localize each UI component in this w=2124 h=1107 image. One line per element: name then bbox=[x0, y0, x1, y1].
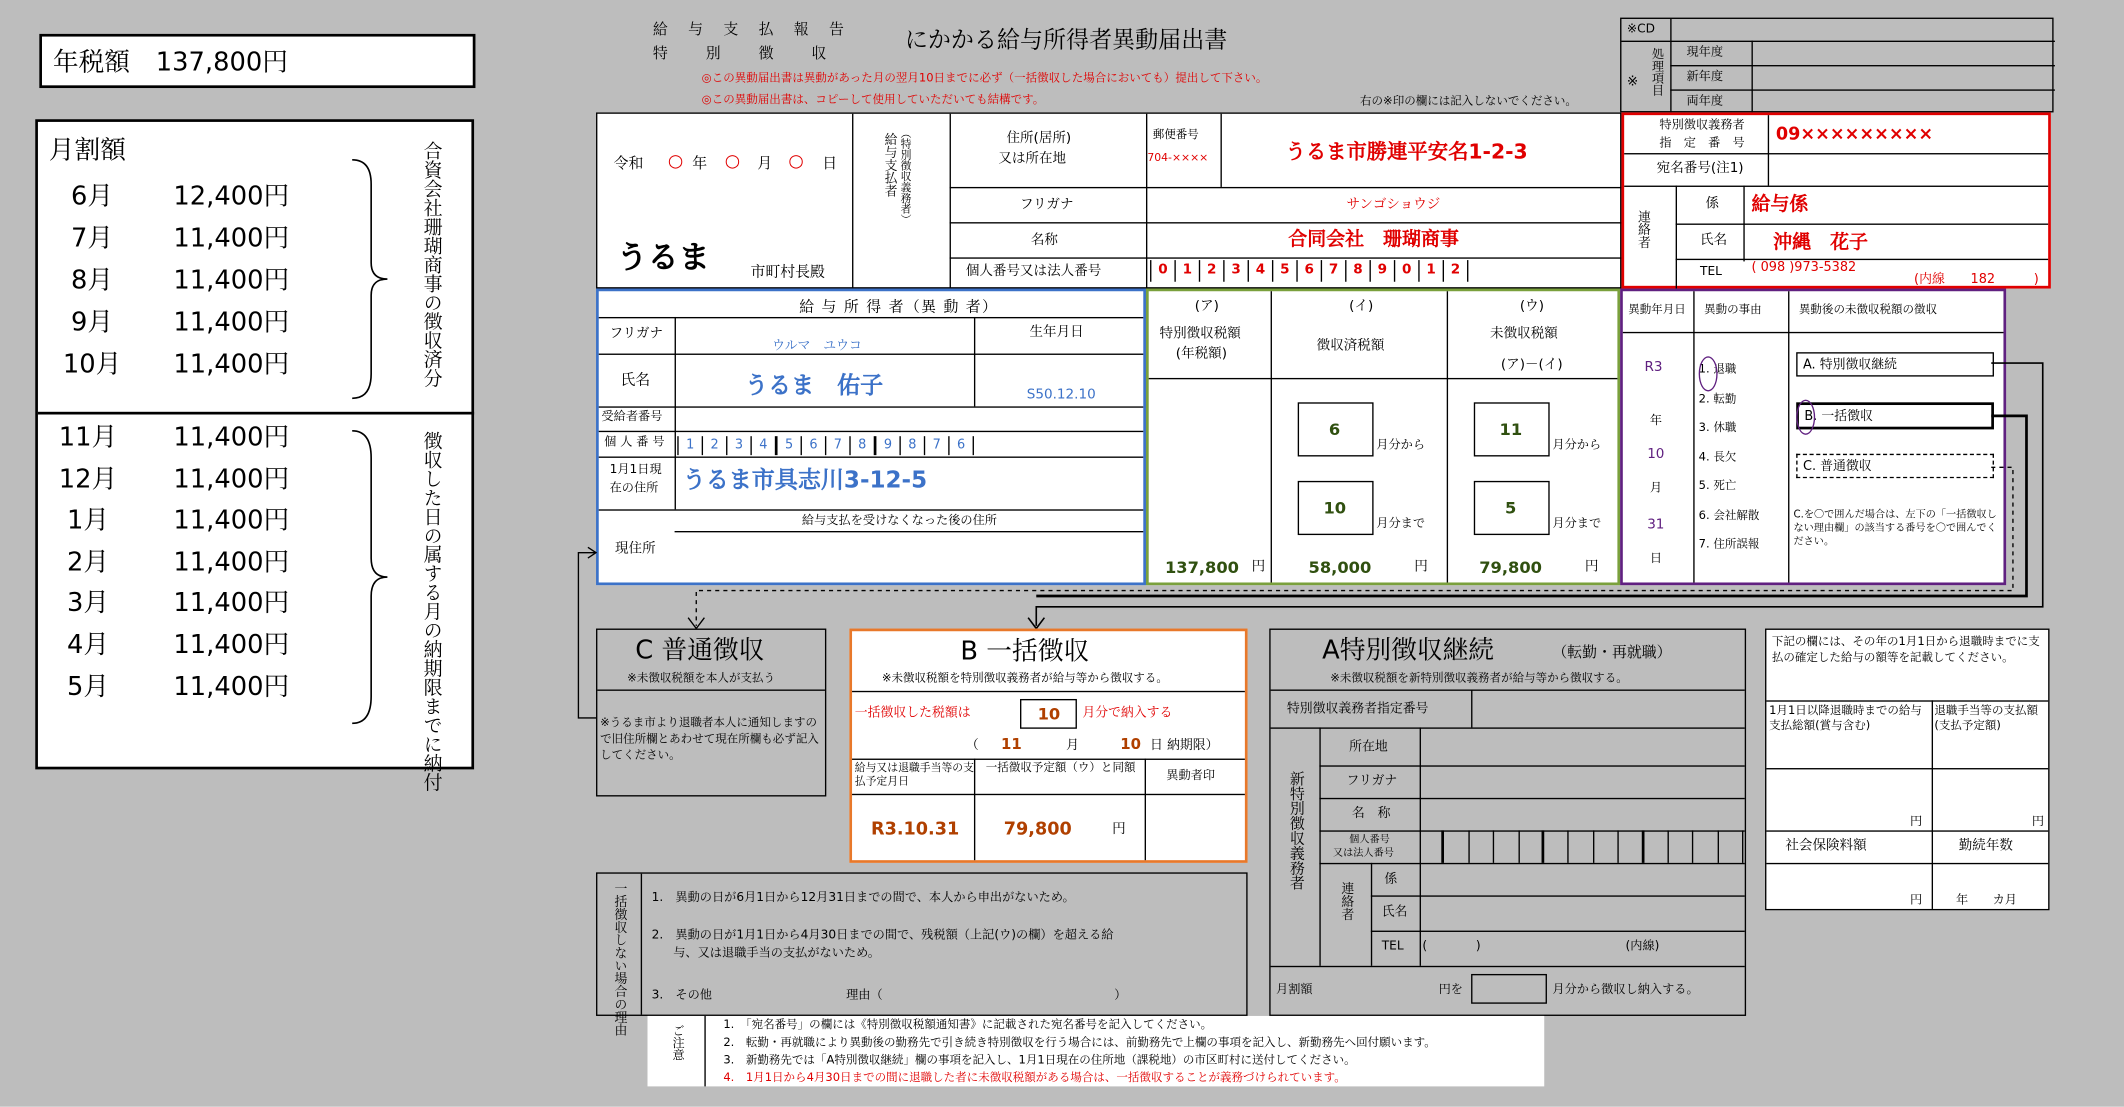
corp-digit: 6 bbox=[1298, 260, 1322, 282]
month-amount: 11,400円 bbox=[173, 505, 290, 536]
change-reason: 7. 住所誤報 bbox=[1698, 537, 1760, 552]
tax-a-value: 137,800 bbox=[1164, 558, 1239, 578]
office-year-1: 現年度 bbox=[1686, 46, 1724, 60]
tax-i-value: 58,000 bbox=[1308, 558, 1372, 578]
section-b-month-box bbox=[1020, 699, 1077, 729]
change-reason: 4. 長欠 bbox=[1698, 450, 1737, 464]
corp-digit: 1 bbox=[1420, 260, 1444, 282]
current-label: 現住所 bbox=[614, 541, 656, 557]
corp-digit: 0 bbox=[1395, 260, 1419, 282]
monthly-title: 月割額 bbox=[48, 135, 126, 166]
right-yen-1: 円 bbox=[1909, 815, 1923, 830]
section-a-addr: 所在地 bbox=[1349, 739, 1388, 755]
right-col1: 1月1日以降退職時までの給与支払総額(賞与含む) bbox=[1769, 704, 1922, 733]
number-cell bbox=[1494, 830, 1519, 863]
annual-tax: 年税額 137,800円 bbox=[52, 47, 288, 78]
month-amount: 11,400円 bbox=[173, 546, 290, 577]
section-b bbox=[849, 629, 1247, 863]
reasons-side: 一括徴収しない場合の理由 bbox=[611, 881, 627, 1037]
name-label: 氏名 bbox=[620, 371, 651, 389]
tax-u-yen: 円 bbox=[1584, 559, 1599, 575]
number-cell bbox=[1594, 830, 1619, 863]
section-b-deadline-month: 11 bbox=[1001, 735, 1022, 754]
section-a-designate: 特別徴収義務者指定番号 bbox=[1286, 701, 1429, 717]
month-amount: 11,400円 bbox=[173, 307, 290, 338]
person-value: 沖縄 花子 bbox=[1773, 231, 1868, 254]
dept-label: 係 bbox=[1705, 196, 1719, 212]
section-a-person: 氏名 bbox=[1381, 904, 1408, 920]
tax-u-to: 5 bbox=[1504, 498, 1517, 518]
number-cell bbox=[1694, 830, 1719, 863]
change-reason: 2. 転勤 bbox=[1698, 392, 1737, 406]
note-line-2: 2. 転勤・再就職により異動後の勤務先で引き続き特別徴収を行う場合には、前勤務先で上欄の事項を記入し、新勤務先へ回付願います。 bbox=[723, 1036, 1436, 1050]
section-c bbox=[596, 629, 826, 797]
postal-value: 704-×××× bbox=[1147, 151, 1209, 164]
payer-name: 合同会社 珊瑚商事 bbox=[1288, 228, 1459, 251]
postal-label: 郵便番号 bbox=[1152, 128, 1199, 143]
tax-i-to-unit: 月分まで bbox=[1376, 517, 1426, 532]
corp-digit: 3 bbox=[1225, 260, 1249, 282]
corp-num-label: 個人番号又は法人番号 bbox=[965, 264, 1102, 280]
change-date-head: 異動年月日 bbox=[1628, 303, 1686, 317]
section-a-name: 名 称 bbox=[1351, 805, 1391, 821]
month-amount: 11,400円 bbox=[173, 265, 290, 296]
section-b-title: B 一括徴収 bbox=[960, 636, 1090, 667]
right-yen-2: 円 bbox=[2031, 815, 2045, 830]
note-3: 右の※印の欄には記入しないでください。 bbox=[1360, 94, 1577, 109]
tax-i-yen: 円 bbox=[1414, 559, 1428, 575]
tax-i-from-unit: 月分から bbox=[1376, 438, 1426, 453]
right-service: 勤続年数 bbox=[1958, 838, 2013, 854]
section-b-line1-post: 月分で納入する bbox=[1082, 705, 1173, 721]
month-label: 3月 bbox=[66, 588, 110, 619]
section-b-paydate-label: 給与又は退職手当等の支払予定月日 bbox=[854, 761, 974, 788]
mynumber-digit: 3 bbox=[727, 436, 751, 455]
mynumber-digit: 8 bbox=[851, 436, 877, 455]
section-a-contact: 連絡者 bbox=[1338, 881, 1354, 921]
section-b-stamp-label: 異動者印 bbox=[1166, 769, 1216, 783]
mayor: 市町村長殿 bbox=[750, 262, 825, 281]
corp-digit: 2 bbox=[1200, 260, 1224, 282]
month-amount: 11,400円 bbox=[173, 464, 290, 494]
mynumber-digit: 7 bbox=[925, 436, 949, 455]
number-cell bbox=[1644, 830, 1669, 863]
section-a-sub: ※未徴収税額を新特別徴収義務者が給与等から徴収する。 bbox=[1330, 671, 1628, 686]
section-b-amount-label: 一括徴収予定額（ウ）と同額 bbox=[985, 761, 1136, 775]
mynumber-digit: 9 bbox=[876, 436, 900, 455]
date-day: ○ bbox=[788, 151, 804, 173]
right-box bbox=[1765, 629, 2049, 911]
person-label: 氏名 bbox=[1700, 232, 1728, 248]
change-era: R3 bbox=[1644, 360, 1663, 376]
note-2: ◎この異動届出書は、コピーして使用していただいても結構です。 bbox=[701, 93, 1045, 108]
change-reason: 1. 退職 bbox=[1698, 363, 1737, 377]
month-label: 11月 bbox=[58, 422, 118, 453]
employee-jan1-address: うるま市具志川3-12-5 bbox=[682, 467, 928, 495]
date-year: ○ bbox=[667, 151, 684, 173]
tax-i-from: 6 bbox=[1328, 419, 1341, 439]
notes-side: ご注意 bbox=[669, 1024, 684, 1061]
corp-digit: 1 bbox=[1176, 260, 1200, 282]
tel-label: TEL bbox=[1700, 265, 1722, 280]
ext-value: (内線 182 ) bbox=[1914, 272, 2039, 288]
form-title: にかかる給与所得者異動届出書 bbox=[904, 27, 1228, 55]
change-month-unit: 月 bbox=[1649, 482, 1663, 496]
section-b-line1-pre: 一括徴収した税額は bbox=[854, 705, 971, 721]
section-b-deadline-day: 10 bbox=[1120, 735, 1141, 754]
date-month: ○ bbox=[724, 151, 741, 173]
tax-a-sub: (年税額) bbox=[1175, 346, 1228, 362]
addr-label-1: 住所(居所) bbox=[1006, 131, 1072, 147]
corp-digit: 0 bbox=[1151, 260, 1175, 282]
tax-u-from-unit: 月分から bbox=[1552, 438, 1602, 453]
change-year-unit: 年 bbox=[1649, 414, 1663, 429]
month-label: 9月 bbox=[71, 307, 114, 338]
employee-birth: S50.12.10 bbox=[1026, 387, 1096, 403]
tax-a-title: 特別徴収税額 bbox=[1159, 326, 1241, 342]
section-a-monthly: 月割額 bbox=[1276, 983, 1313, 997]
section-a-title: A特別徴収継続 bbox=[1322, 635, 1495, 666]
mynumber-digit: 2 bbox=[703, 436, 727, 455]
corp-digit: 8 bbox=[1346, 260, 1370, 282]
tax-u-to-unit: 月分まで bbox=[1552, 517, 1602, 532]
section-b-month: 10 bbox=[1037, 704, 1061, 724]
section-a-side: 新特別徴収義務者 bbox=[1287, 770, 1306, 890]
number-cell bbox=[1569, 830, 1594, 863]
tax-i-title: 徴収済税額 bbox=[1316, 338, 1385, 354]
corp-digit: 7 bbox=[1322, 260, 1346, 282]
reason-1: 1. 異動の日が6月1日から12月31日までの間で、本人から申出がないため。 bbox=[651, 891, 1075, 905]
note-line-3: 3. 新勤務先では「A特別徴収継続」欄の事項を記入し、1月1日現在の住所地（課税地）の市区町村に送付してください。 bbox=[723, 1053, 1356, 1068]
tax-u-sub: (ア)－(イ) bbox=[1500, 357, 1563, 373]
section-a-num-cells bbox=[1420, 830, 1745, 863]
section-b-amount: 79,800 bbox=[1003, 819, 1072, 840]
change-day-unit: 日 bbox=[1649, 552, 1663, 567]
designate-label-2: 指 定 番 号 bbox=[1659, 136, 1745, 151]
contact-label: 連絡者 bbox=[1634, 209, 1650, 249]
section-a-num-2: 又は法人番号 bbox=[1332, 846, 1394, 859]
note-1: ◎この異動届出書は異動があった月の翌月10日までに必ず（一括徴収した場合においても）提出して下さい。 bbox=[701, 71, 1268, 86]
employee-name: うるま 佑子 bbox=[745, 372, 884, 400]
right-col2: 退職手当等の支払額(支払予定額) bbox=[1934, 704, 2039, 733]
method-c-label: C. 普通徴収 bbox=[1802, 459, 1872, 475]
month-label: 6月 bbox=[71, 181, 114, 212]
mynumber-digit: 4 bbox=[752, 436, 778, 455]
payer-label: 給与支払者 bbox=[881, 132, 897, 198]
note-line-4: 4. 1月1日から4月30日までの間に退職した者に未徴収税額がある場合は、一括徴収することが義務づけられています。 bbox=[723, 1071, 1346, 1086]
tax-u-value: 79,800 bbox=[1479, 558, 1542, 578]
month-amount: 11,400円 bbox=[173, 349, 290, 380]
section-a-num-1: 個人番号 bbox=[1349, 833, 1390, 846]
after-label: 給与支払を受けなくなった後の住所 bbox=[801, 514, 998, 529]
change-reason-head: 異動の事由 bbox=[1704, 303, 1762, 317]
mynumber-digit: 1 bbox=[679, 436, 703, 455]
mynumber-label: 個 人 番 号 bbox=[604, 436, 665, 450]
corp-digit: 9 bbox=[1371, 260, 1395, 282]
month-label: 7月 bbox=[71, 223, 114, 254]
tax-i-label: (イ) bbox=[1349, 299, 1374, 315]
method-b-label: B. 一括徴収 bbox=[1804, 409, 1873, 424]
title-left-2: 特 別 徴 収 bbox=[652, 44, 830, 63]
mynumber-digit: 7 bbox=[826, 436, 850, 455]
payer-address: うるま市勝連平安名1-2-3 bbox=[1285, 139, 1528, 164]
corp-digit: 4 bbox=[1249, 260, 1273, 282]
section-a-monthly-box[interactable] bbox=[1471, 974, 1547, 1004]
section-b-sub: ※未徴収税額を特別徴収義務者が給与等から徴収する。 bbox=[881, 671, 1168, 686]
month-label: 8月 bbox=[71, 265, 114, 296]
method-note: C.を〇で囲んだ場合は、左下の「一括徴収しない理由欄」の該当する番号を〇で囲んでください。 bbox=[1793, 507, 1997, 548]
tax-u-label: (ウ) bbox=[1519, 299, 1544, 315]
note-line-1: 1. 「宛名番号」の欄には《特別徴収税額通知書》に記載された宛名番号を記入してください。 bbox=[723, 1018, 1213, 1033]
mynumber-digit: 6 bbox=[950, 436, 974, 455]
date-day-unit: 日 bbox=[822, 154, 838, 173]
change-method-head: 異動後の未徴収税額の徴収 bbox=[1798, 303, 1938, 317]
notes-box bbox=[647, 1016, 1544, 1086]
date-era: 令和 bbox=[613, 154, 644, 173]
reason-2a: 2. 異動の日が1月1日から4月30日までの間で、残税額（上記(ウ)の欄）を超える給 bbox=[651, 929, 1114, 943]
office-mark: ※ bbox=[1626, 74, 1639, 90]
number-cell bbox=[1669, 830, 1694, 863]
payer-name-label: 名称 bbox=[1030, 232, 1058, 248]
jan1-label-2: 在の住所 bbox=[609, 482, 659, 496]
section-a-monthly-yen: 円を bbox=[1438, 983, 1463, 997]
month-label: 4月 bbox=[66, 629, 110, 660]
right-years: 年 カ月 bbox=[1956, 894, 2018, 908]
mynumber-digit: 5 bbox=[778, 436, 802, 455]
mynumber-digit: 8 bbox=[901, 436, 925, 455]
section-a-title-sub: （転勤・再就職） bbox=[1552, 643, 1672, 662]
section-c-sub: ※未徴収税額を本人が支払う bbox=[627, 671, 776, 686]
designate-value: 09××××××××× bbox=[1775, 124, 1934, 145]
section-a bbox=[1269, 629, 1746, 1016]
tax-u-title: 未徴収税額 bbox=[1490, 326, 1558, 342]
number-cell bbox=[1445, 830, 1470, 863]
dept-value: 給与係 bbox=[1751, 193, 1809, 216]
office-cd: ※CD bbox=[1626, 23, 1656, 37]
section-b-deadline-post: 日 納期限） bbox=[1150, 738, 1219, 754]
change-day: 31 bbox=[1647, 517, 1665, 533]
employee-header: 給 与 所 得 者（異 動 者） bbox=[799, 298, 999, 316]
jan1-label-1: 1月1日現 bbox=[609, 463, 662, 477]
section-a-tel-val: ( ) bbox=[1422, 940, 1481, 954]
designate-label-1: 特別徴収義務者 bbox=[1659, 119, 1745, 133]
month-amount: 11,400円 bbox=[173, 223, 290, 254]
month-label: 10月 bbox=[62, 349, 122, 380]
furigana-label: フリガナ bbox=[609, 326, 664, 342]
city-name: うるま bbox=[616, 241, 710, 277]
right-note: 下記の欄には、その年の1月1日から退職時までに支払の確定した給与の額等を記載してください。 bbox=[1771, 635, 2040, 665]
corp-digit: 2 bbox=[1444, 260, 1468, 282]
month-amount: 12,400円 bbox=[173, 181, 290, 212]
section-b-paydate: R3.10.31 bbox=[871, 819, 960, 840]
month-label: 12月 bbox=[58, 464, 118, 494]
date-year-unit: 年 bbox=[692, 154, 708, 173]
method-a-label: A. 特別徴収継続 bbox=[1802, 357, 1897, 373]
section-b-yen: 円 bbox=[1112, 822, 1126, 838]
date-month-unit: 月 bbox=[757, 154, 773, 173]
month-amount: 11,400円 bbox=[173, 588, 290, 619]
change-reason: 3. 休職 bbox=[1698, 421, 1737, 435]
birth-label: 生年月日 bbox=[1029, 325, 1084, 341]
number-cell bbox=[1420, 830, 1445, 863]
payer-furigana: サンゴショウジ bbox=[1346, 197, 1441, 213]
section-c-title: C 普通徴収 bbox=[635, 635, 765, 666]
section-a-dept: 係 bbox=[1384, 872, 1398, 888]
tax-u-from: 11 bbox=[1499, 419, 1523, 439]
tax-a-yen: 円 bbox=[1251, 559, 1266, 575]
recipient-label: 受給者番号 bbox=[601, 410, 663, 424]
right-yen-3: 円 bbox=[1909, 894, 1923, 908]
lump-note: 徴収した日の属する月の納期限までに納付 bbox=[420, 430, 443, 792]
number-cell bbox=[1619, 830, 1644, 863]
mynumber-digit: 6 bbox=[802, 436, 826, 455]
atena-label: 宛名番号(注1) bbox=[1656, 161, 1744, 177]
number-cell bbox=[1469, 830, 1494, 863]
right-social: 社会保険料額 bbox=[1785, 838, 1867, 854]
payer-furigana-label: フリガナ bbox=[1020, 197, 1074, 213]
number-cell bbox=[1544, 830, 1569, 863]
month-amount: 11,400円 bbox=[173, 671, 290, 702]
section-a-furigana: フリガナ bbox=[1346, 773, 1398, 789]
section-b-deadline-month-unit: 月 bbox=[1066, 738, 1079, 754]
section-a-ext: (内線) bbox=[1625, 940, 1660, 954]
section-b-deadline-open: （ bbox=[965, 738, 979, 754]
paid-note: 合資会社珊瑚商事の徴収済分 bbox=[420, 140, 443, 388]
office-year-3: 両年度 bbox=[1686, 94, 1724, 109]
month-amount: 11,400円 bbox=[173, 629, 290, 660]
payer-sub: （特別徴収義務者） bbox=[899, 127, 913, 225]
reason-2b: 与、又は退職手当の支払がないため。 bbox=[673, 946, 881, 961]
number-cell bbox=[1519, 830, 1544, 863]
month-label: 2月 bbox=[66, 546, 110, 577]
month-label: 1月 bbox=[66, 505, 110, 536]
change-month: 10 bbox=[1647, 447, 1665, 462]
month-amount: 11,400円 bbox=[173, 422, 290, 453]
tel-value: ( 098 )973-5382 bbox=[1751, 260, 1857, 275]
corp-digit: 5 bbox=[1273, 260, 1297, 282]
tax-i-to: 10 bbox=[1323, 498, 1347, 518]
tax-a-label: (ア) bbox=[1194, 299, 1219, 315]
reason-3: 3. その他 理由（ ） bbox=[651, 988, 1127, 1003]
section-a-monthly-post: 月分から徴収し納入する。 bbox=[1552, 983, 1699, 997]
addr-label-2: 又は所在地 bbox=[998, 151, 1067, 167]
section-c-note: ※うるま市より退職者本人に通知しますので旧住所欄とあわせて現在所欄も必ず記入してください。 bbox=[600, 716, 819, 763]
change-reason: 5. 死亡 bbox=[1698, 479, 1737, 494]
employee-furigana: ウルマ ユウコ bbox=[772, 338, 862, 354]
number-cell bbox=[1719, 830, 1744, 863]
office-year-2: 新年度 bbox=[1686, 70, 1724, 84]
month-label: 5月 bbox=[66, 671, 110, 702]
title-left-1: 給 与 支 払 報 告 bbox=[652, 20, 847, 38]
change-reason: 6. 会社解散 bbox=[1698, 508, 1760, 523]
section-a-tel: TEL bbox=[1381, 940, 1404, 954]
office-label: 処理項目 bbox=[1649, 47, 1663, 97]
